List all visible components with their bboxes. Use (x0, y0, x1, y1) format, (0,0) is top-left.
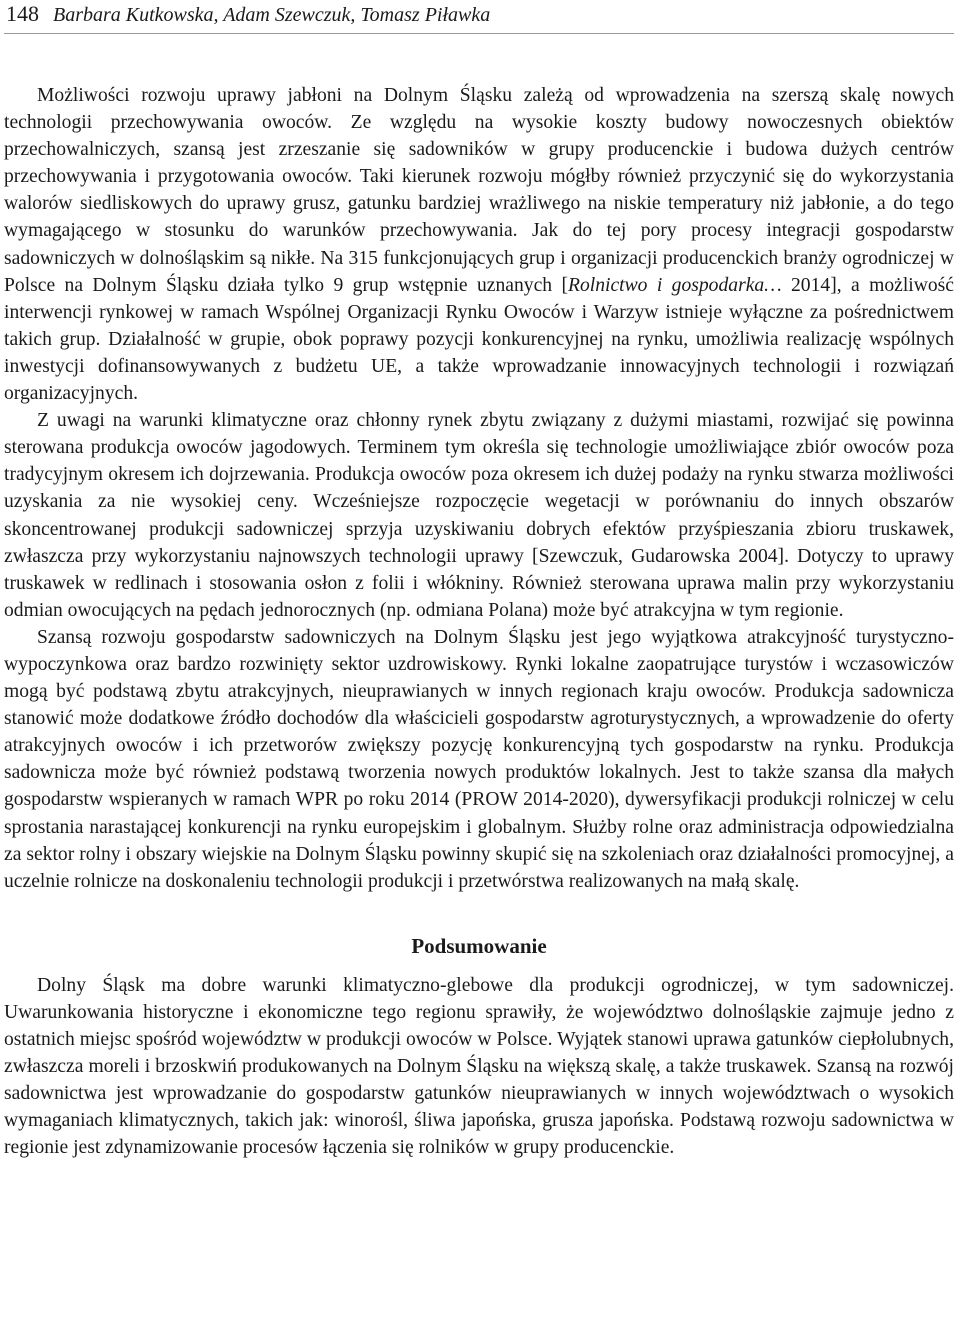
section-heading: Podsumowanie (411, 933, 547, 958)
paragraph-1 (4, 82, 954, 407)
paragraph-2: Z uwagi na warunki klimatyczne oraz chłonny rynek zbytu związany z dużymi miastami, rozwijać się powinna sterowana produkcja owoców jagodowych. Terminem tym określa się technologie umożliwiające zbiór owoców poza tradycyjnym okresem ich dojrzewania. Produkcja owoców poza okresem ich dużej podaży na rynku stwarza możliwości uzyskania za nie wysokiej ceny. Wcześniejsze rozpoczęcie wegetacji w porównaniu do innych obszarów skoncentrowanej produkcji sadowniczej sprzyja uzyskiwaniu dobrych efektów przyśpieszania zbioru truskawek, zwłaszcza przy wykorzystaniu najnowszych technologii uprawy [Szewczuk, Gudarowska 2004]. Dotyczy to uprawy truskawek w redlinach i stosowania osłon z folii i włókniny. Również sterowana uprawa malin przy wykorzystaniu odmian owocujących na pędach jednorocznych (np. odmiana Polana) może być atrakcyjna w tym regionie. (4, 410, 954, 621)
page-number: 148 (6, 1, 39, 26)
running-header (4, 0, 954, 34)
summary-paragraph: Dolny Śląsk ma dobre warunki klimatyczno-glebowe dla produkcji ogrodniczej, w tym sadowniczej. Uwarunkowania historyczne i ekonomiczne tego regionu sprawiły, że województwo dolnośląskie zajmuje jedno z ostatnich miejsc spośród województw w produkcji owoców w Polsce. Wyjątek stanowi uprawa gatunków ciepłolubnych, zwłaszcza moreli i brzoskwiń produkowanych na Dolnym Śląsku na większą skalę, a także truskawek. Szansą na rozwój sadownictwa jest wprowadzanie do gospodarstw gatunków nieuprawianych w innych województwach o wysokich wymaganiach klimatycznych, takich jak: winorośl, śliwa japońska, grusza japońska. Podstawą rozwoju sadownictwa w regionie jest zdynamizowanie procesów łączenia się rolników w grupy producenckie. (4, 974, 954, 1159)
paragraph-3: Szansą rozwoju gospodarstw sadowniczych na Dolnym Śląsku jest jego wyjątkowa atrakcyjność turystyczno-wypoczynkowa oraz bardzo rozwinięty sektor uzdrowiskowy. Rynki lokalne zaopatrujące turystów i wczasowiczów mogą być podstawą zbytu atrakcyjnych, nieuprawianych w innych regionach kraju owoców. Produkcja sadownicza stanowić może dodatkowe źródło dochodów dla właścicieli gospodarstw agroturystycznych, a wprowadzenie do oferty atrakcyjnych owoców i ich przetworów zwiększy pozycję konkurencyjną tych gospodarstw na rynku. Produkcja sadownicza może być również podstawą tworzenia nowych produktów lokalnych. Jest to także szansa dla małych gospodarstw wspieranych w ramach WPR po roku 2014 (PROW 2014-2020), dywersyfikacji produkcji rolniczej w celu sprostania narastającej konkurencji na rynku europejskim i globalnym. Służby rolne oraz administracja odpowiedzialna za sektor rolny i obszary wiejskie na Dolnym Śląsku powinny skupić się na szkoleniach oraz działalności promocyjnej, a uczelnie rolnicze na doskonaleniu technologii produkcji i przetwórstwa realizowanych na małą skalę. (4, 626, 954, 892)
paragraph-1-text-cont: 2014], a możliwość interwencji rynkowej w ramach Wspólnej Organizacji Rynku Owoców i Warzyw istnieje wyłączne za pośrednictwem takich grup. Działalność w grupie, obok poprawy pozycji konkurencyjnej na rynku, umożliwia realizację wspólnych inwestycji dofinansowywanych z budżetu UE, a także wprowadzanie innowacyjnych technologii i rozwiązań organizacyjnych. (4, 274, 954, 405)
paragraph-1-text: Możliwości rozwoju uprawy jabłoni na Dolnym Śląsku zależą od wprowadzenia na szerszą skalę nowych technologii przechowywania owoców. Ze względu na wysokie koszty budowy nowoczesnych obiektów przechowalniczych, szansą jest zrzeszanie się sadowników w grupy producenckie i budowa dużych centrów przechowywania i przygotowania owoców. Taki kierunek rozwoju mógłby również przyczynić się do wykorzystania walorów siedliskowych do uprawy grusz, gatunku bardziej wrażliwego na niskie temperatury niż jabłonie, a do tego wymagającego w stosunku do warunków przechowywania. Jak do tej pory procesy integracji gospodarstw sadowniczych w dolnośląskim są nikłe. Na 315 funkcjonujących grup i organizacji producenckich branży ogrodniczej w Polsce na Dolnym Śląsku działa tylko 9 grup wstępnie uznanych [ (4, 85, 954, 296)
article-body (4, 82, 954, 1161)
citation-title: Rolnictwo i gospodarka… (568, 274, 782, 296)
running-header-authors: Barbara Kutkowska, Adam Szewczuk, Tomasz Piławka (53, 4, 491, 26)
